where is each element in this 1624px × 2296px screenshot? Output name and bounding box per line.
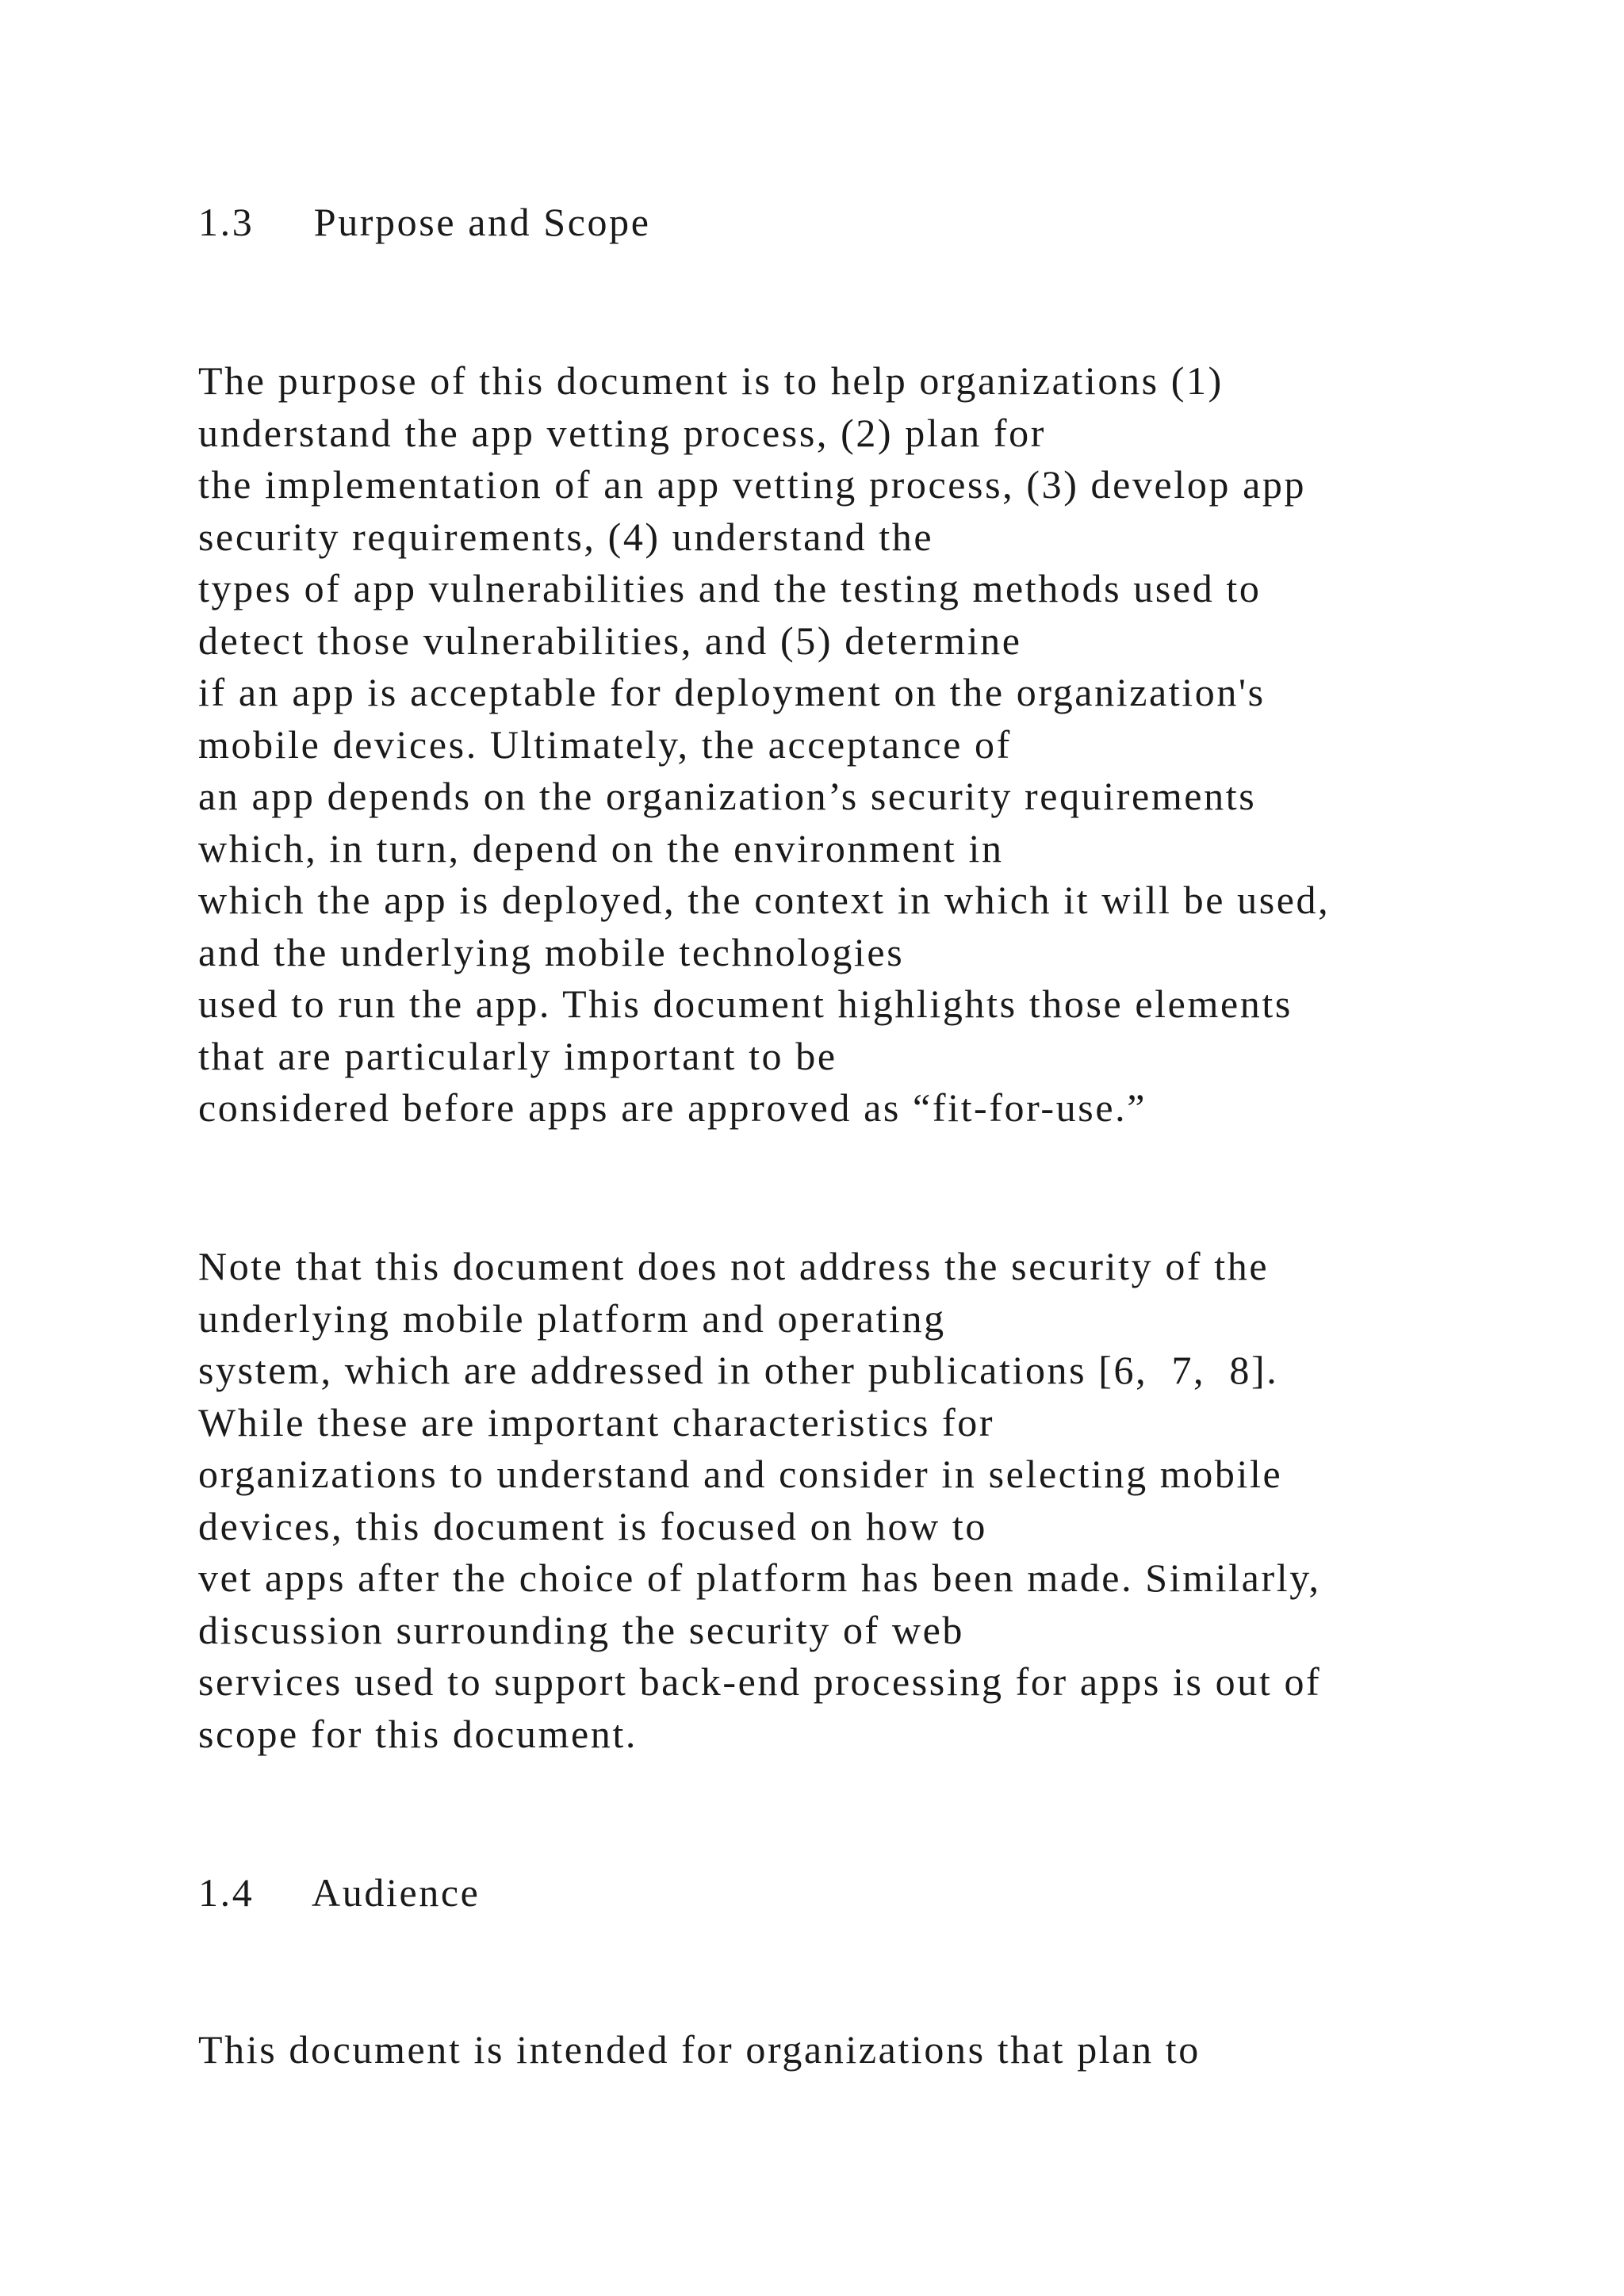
text-line: devices, this document is focused on how to xyxy=(198,1504,987,1548)
text-line: detect those vulnerabilities, and (5) determine xyxy=(198,618,1022,663)
text-line: types of app vulnerabilities and the testing methods used to xyxy=(198,566,1262,610)
text-line: an app depends on the organization’s security requirements xyxy=(198,774,1257,818)
text-line: that are particularly important to be xyxy=(198,1034,837,1078)
text-line: if an app is acceptable for deployment on the organization's xyxy=(198,670,1266,714)
text-line: system, which are addressed in other publications [6, 7, 8]. xyxy=(198,1348,1279,1392)
text-line: and the underlying mobile technologies xyxy=(198,930,905,974)
text-line: which, in turn, depend on the environment in xyxy=(198,826,1004,871)
text-line: organizations to understand and consider in selecting mobile xyxy=(198,1452,1283,1496)
text-line: the implementation of an app vetting process, (3) develop app xyxy=(198,462,1307,507)
text-line: vet apps after the choice of platform has been made. Similarly, xyxy=(198,1556,1321,1600)
section-heading-audience: 1.4 Audience xyxy=(198,1870,481,1915)
text-line: underlying mobile platform and operating xyxy=(198,1296,946,1341)
text-line: used to run the app. This document highlights those elements xyxy=(198,982,1293,1026)
text-line: This document is intended for organizations that plan to xyxy=(198,2027,1201,2072)
text-line: scope for this document. xyxy=(198,1712,638,1756)
text-line: The purpose of this document is to help organizations (1) xyxy=(198,358,1224,403)
text-line: which the app is deployed, the context in which it will be used, xyxy=(198,878,1331,922)
text-line: security requirements, (4) understand the xyxy=(198,515,934,559)
section-heading-purpose-scope: 1.3 Purpose and Scope xyxy=(198,200,651,244)
text-line: understand the app vetting process, (2) plan for xyxy=(198,411,1046,455)
text-line: While these are important characteristics for xyxy=(198,1400,995,1445)
text-line: mobile devices. Ultimately, the acceptance of xyxy=(198,722,1012,767)
text-line: Note that this document does not address the security of the xyxy=(198,1244,1270,1288)
text-line: discussion surrounding the security of web xyxy=(198,1608,965,1652)
text-line: considered before apps are approved as “fit-for-use.” xyxy=(198,1085,1147,1130)
text-line: services used to support back-end processing for apps is out of xyxy=(198,1659,1322,1704)
